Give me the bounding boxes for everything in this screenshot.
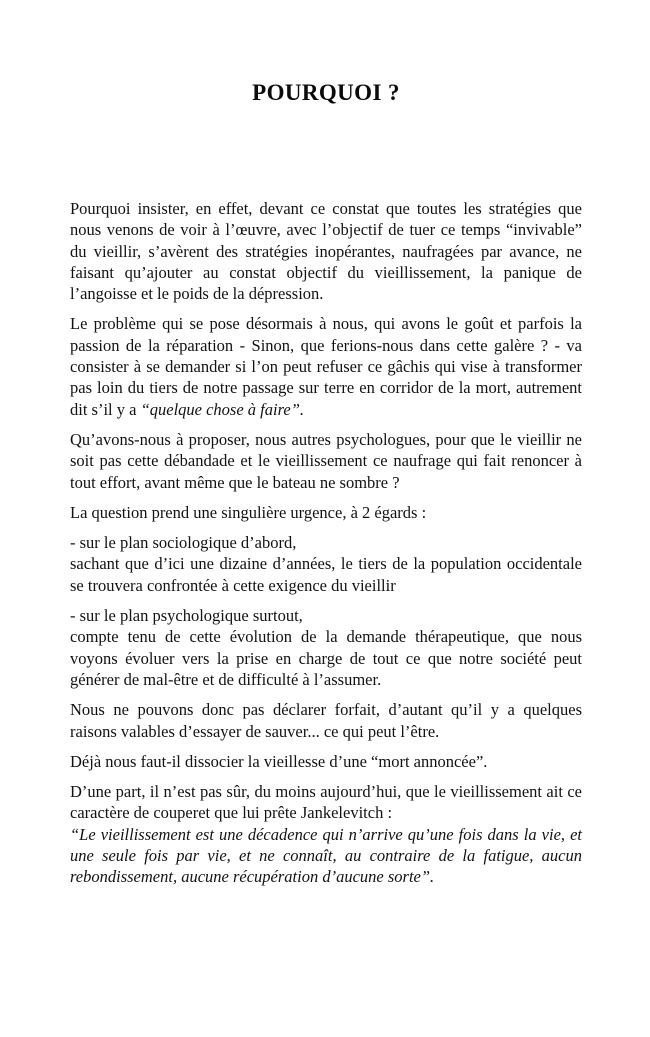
paragraph-5 bbox=[70, 532, 582, 596]
paragraph-3: Qu’avons-nous à proposer, nous autres psychologues, pour que le vieillir ne soit pas cette débandade et le vieillissement ce naufrage qui fait renoncer à tout effort, avant même que le bateau ne sombre ? bbox=[70, 429, 582, 492]
paragraph-2 bbox=[70, 313, 582, 419]
paragraph-7: Nous ne pouvons donc pas déclarer forfait, d’autant qu’il y a quelques raisons valables d’essayer de sauver... ce qui peut l’être. bbox=[70, 700, 582, 741]
paragraph-4: La question prend une singulière urgence, à 2 égards : bbox=[70, 502, 427, 522]
paragraph-8: Déjà nous faut-il dissocier la vieillesse d’une “mort annoncée”. bbox=[70, 751, 488, 771]
paragraph-9-quote: “Le vieillissement est une décadence qui n’arrive qu’une fois dans la vie, et une seule fois par vie, et ne connaît, au contraire de la fatigue, aucun rebondissement, aucune récupération d’aucune sorte”. bbox=[70, 824, 582, 887]
paragraph-5-dash-line: - sur le plan sociologique d’abord, bbox=[70, 533, 297, 553]
page-title: POURQUOI ? bbox=[252, 80, 400, 105]
paragraph-5-continuation: sachant que d’ici une dizaine d’années, le tiers de la population occidentale se trouvera confrontée à cette exigence du vieillir bbox=[70, 554, 582, 595]
paragraph-1: Pourquoi insister, en effet, devant ce constat que toutes les stratégies que nous venons de voir à l’œuvre, avec l’objectif de tuer ce temps “invivable” du vieillir, s’avèrent des stratégies inopérantes, naufragées par avance, ne faisant qu’ajouter au constat objectif du vieillissement, la panique de l’angoisse et le poids de la dépression. bbox=[70, 199, 582, 304]
paragraph-2-text: Le problème qui se pose désormais à nous, qui avons le goût et parfois la passion de la réparation - Sinon, que ferions-nous dans cette galère ? - va consister à se demander si l’on peut refuser ce gâchis qui vise à transformer pas loin du tiers de notre passage sur terre en corridor de la mort, autrement dit s’il y a bbox=[70, 314, 582, 419]
paragraph-9 bbox=[70, 781, 582, 887]
page-body bbox=[70, 198, 582, 888]
paragraph-6-dash-line: - sur le plan psychologique surtout, bbox=[70, 606, 303, 626]
paragraph-6 bbox=[70, 605, 582, 690]
paragraph-6-continuation: compte tenu de cette évolution de la demande thérapeutique, que nous voyons évoluer vers la prise en charge de tout ce que notre société peut générer de mal-être et de difficulté à l’assumer. bbox=[70, 627, 582, 689]
paragraph-9-text: D’une part, il n’est pas sûr, du moins aujourd’hui, que le vieillissement ait ce caractère de couperet que lui prête Jankelevitch : bbox=[70, 782, 582, 823]
paragraph-2-italic-phrase: “quelque chose à faire”. bbox=[140, 399, 305, 419]
